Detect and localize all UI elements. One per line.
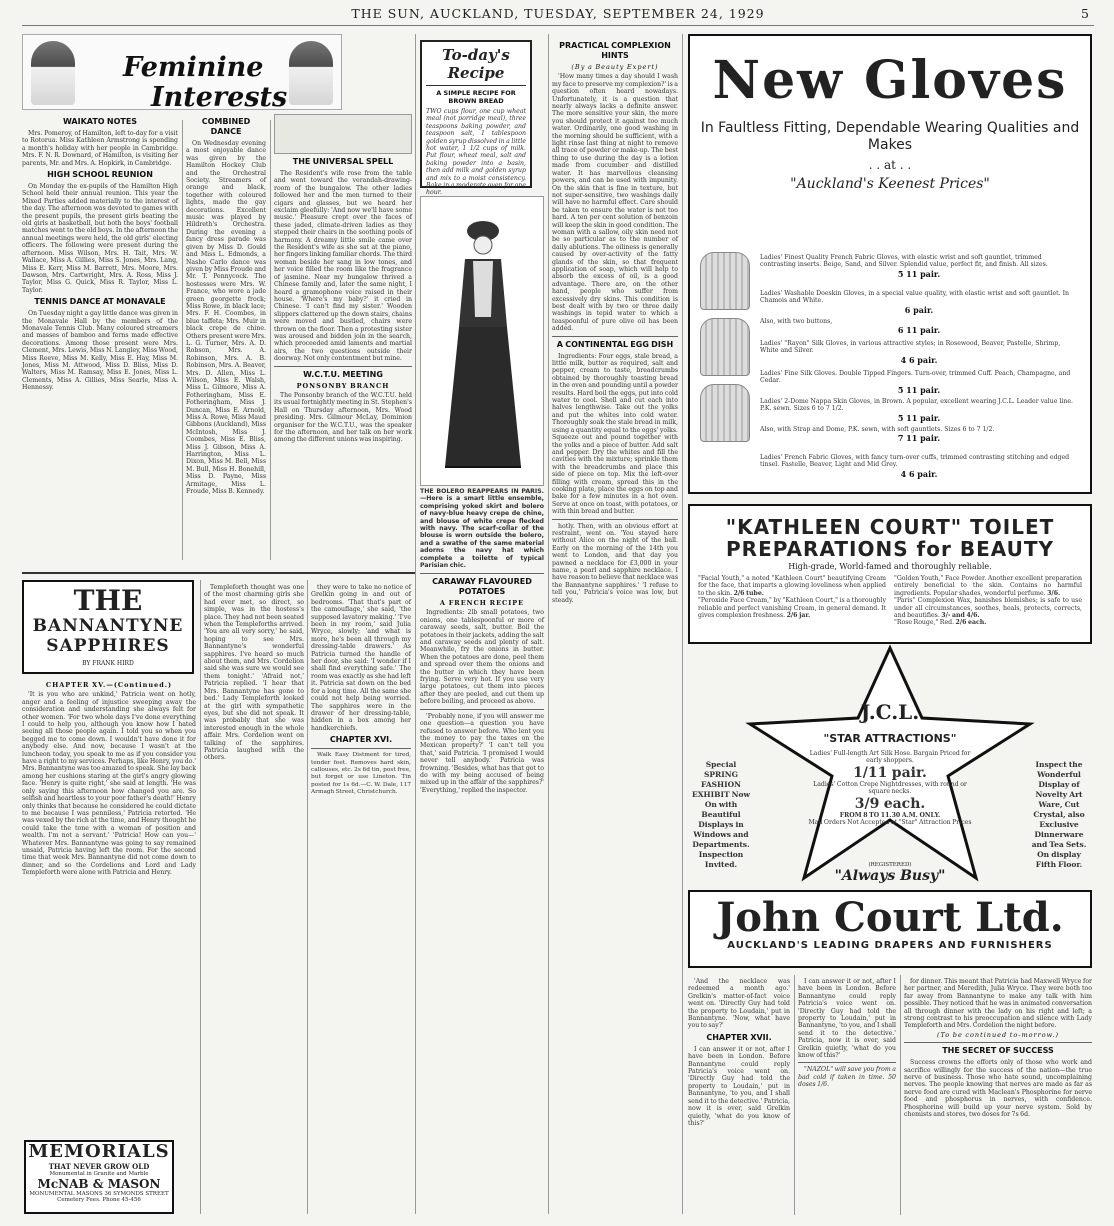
tennis-text: On Tuesday night a gay little dance was given in the Monavale Hall by the members of the Monavale Tennis Club. Many coloured streamers and masses of bamboo and ferns made effective decorations. Among those present were Mrs. Clement, Mrs. Lewis, Miss N. Langley, Miss Wood, Miss Reeve, Miss M. Kelly, Miss E. Hay, Miss M. Jones, Miss M. Attwood, Miss D. Bliss, Miss D. Walters, Miss M. Ramsay, Miss E. Jones, Miss L. Clements, Miss A. Gillies, Miss Searle, Miss A. Hennessy.	[22, 310, 178, 392]
title-word-2: Interests	[151, 82, 288, 113]
fashion-caption: THE BOLERO REAPPEARS IN PARIS.—Here is a smart little ensemble, comprising yoked skirt and bolero of navy-blue heavy crepe de chine, and blouse of white crepe flecked with navy. The scarf-collar of the blouse is worn outside the bolero, and a swathe of the same material adorns the navy hat which complete a toilette of typical Parisian chic.	[420, 488, 544, 570]
kathleen-item-name: "Peroxide Face Cream," by "Kathleen Court," is a thoroughly reliable and perfect vanishing Cream, in general demand. It gives complexion freshness.	[698, 597, 886, 620]
combined-heading: COMBINED DANCE	[201, 117, 251, 136]
divider	[420, 573, 544, 574]
column-rule	[548, 34, 549, 1214]
caraway-text: Ingredients: 2lb small potatoes, two onions, one tablespoonful or more of caraway seeds, salt, butter. Boil the potatoes in their jackets, adding the salt and caraway seeds and plenty of salt. Meanwhile, fry the onions in butter. When the potatoes are done, peel them and spread over them the onions and the butter in which they have been frying. Serve very hot. If you use very large potatoes, cut them into pieces after they are peeled, and cut them up before boiling, and proceed as above.	[420, 609, 544, 706]
recipe-box	[420, 40, 532, 197]
kathleen-item-price: 3/- and 4/6.	[941, 612, 980, 620]
chapter-15-heading: CHAPTER XV.—(Continued.)	[45, 681, 173, 689]
feminine-interests-title	[123, 53, 287, 113]
kathleen-item-price: 2/6 jar.	[786, 612, 811, 620]
page-header	[22, 6, 1094, 26]
chapter-16-heading: CHAPTER XVI.	[329, 735, 393, 745]
spell-text: The Resident's wife rose from the table and went toward the verandah-drawing-room of the bungalow. The other ladies followed her and the men turned to their cigars and glasses, but we heard her exclaim gleefully: 'And now we'll have some music.' Pleasure crept over the faces of these jaded, climate-driven ladies as they stepped their chairs in the soothing pools of harmony. A dreamy little smile came over the Resident's wife as she sat at the piano, her fingers linking familiar chords. The third woman beside her sang in low tones, and her voice filled the room like the fragrance of jasmine. Near my bungalow thrived a Chinese family and, later the same night, I heard a gramophone voice raised in their house. 'Where's my baby?' it cried in Chinese. 'I can't find my sister.' Wooden slippers clattered up the down stairs, chains were moved and bustled, chairs were thrown on the floor. Then a protesting sister was aroused and bidden join in the search, which proceeded amid laments and martial airs, the two questions outside their doorway. Not only contentment but mine.	[274, 170, 412, 363]
divider	[552, 336, 678, 337]
glove-icon	[700, 252, 750, 310]
chapter-17-heading: CHAPTER XVII.	[706, 1032, 772, 1042]
glove-item-price: 4 6 pair.	[900, 468, 938, 479]
registered-mark: (REGISTERED)	[868, 862, 912, 868]
glove-item-desc: Ladies' French Fabric Gloves, with fancy turn-over cuffs, trimmed contrasting stitching and edged tinsel. Fastelle, Beaver, Light and Mid Grey.	[760, 454, 1070, 469]
glove-item	[760, 454, 1078, 479]
glove-item-desc: Ladies' 2-Dome Nappa Skin Gloves, in Brown. A popular, excellent wearing J.C.L. Leader value line. P.K. sewn. Sizes 6 to 7 1/2.	[760, 398, 1073, 413]
kathleen-title-2: PREPARATIONS for BEAUTY	[726, 537, 1054, 561]
divider	[311, 748, 411, 749]
glove-item	[760, 370, 1078, 395]
glove-item-desc: Ladies' Fine Silk Gloves. Double Tipped Fingers. Turn-over, trimmed Cuff. Peach, Champagne, and Cedar.	[760, 370, 1071, 385]
story-column-5: hotly. Then, with an obvious effort at restraint, went on. 'You stayed here without Alice on the night of the ball. Early on the morning of the 14th you went to London, and that day you pawned a necklace for £3,000 in your name, a pearl and sapphire necklace. I have reason to believe that necklace was the Bannantyne sapphires.' 'I refuse to tell you,' Patricia's voice was low, but steady.	[552, 522, 678, 604]
column-rule	[794, 975, 795, 1215]
kathleen-item-name: "Facial Youth," a noted "Kathleen Court" beautifying Cream for the face, that imparts a glowing loveliness when applied to the skin.	[698, 575, 886, 597]
kathleen-item-name: "Golden Youth," Face Powder. Another excellent preparation entirely beneficial to the skin. Contains no harmful ingredients. Popular shades, wonderful perfume.	[894, 575, 1082, 597]
glove-item	[760, 398, 1078, 423]
divider	[274, 366, 412, 367]
kathleen-item	[894, 597, 1082, 619]
complexion-text: 'How many times a day should I wash my face to preserve my complexion?' is a question often heard nowadays. Unfortunately, it is a question that nearly always lacks a definite answer. The more sensitive your skin, the more you should protect it against too much water. Ordinarily, one good washing in the morning should be sufficient, with a light rinse last thing at night to remove all trace of powder or make-up. The best thing to use during the day is a lotion made from cucumber and distilled water. It has marvellous cleansing powers, and can be used with impunity. On the skin that is fine in texture, but not super-sensitive, two washings daily will have no harmful effect. Care should be taken to ensure the water is not too hard. A ten per cent solution of benzoin will keep the skin in good condition. The woman with a sallow, oily skin need not be so particular as to the number of daily ablutions. The oiliness is generally caused by over-activity of the fatty glands of the skin, so that frequent application of soap, which will help to absorb the excess of oil, is a good advantage. There are, on the other hand, people who suffer from excessively dry skins. This condition is best dealt with by two or three daily washings in tepid water to which a teaspoonful of pure olive oil has been added.	[552, 73, 678, 333]
star-price-2: 3/9 each.	[854, 795, 926, 812]
story-text-8: for dinner. This meant that Patricia had Maxwell Wryce for her partner, and Meredith, Julia Wryce. They were both too far away from Bannantyne to make any talk with him possible. They noticed that he was in animated conversation all through dinner with the lady on his right and left; a strong contrast to his preoccupation and silence with Lady Templeforth and Mrs. Cordelion the night before.	[904, 978, 1092, 1030]
glove-icon	[700, 318, 750, 376]
glove-item-price: 6 pair.	[904, 304, 934, 315]
memorials-address: MONUMENTAL MASONS 36 SYMONDS STREET	[29, 1191, 169, 1197]
nazol-ad: "NAZOL" will save you from a bad cold if taken in time. 50 doses 1/6.	[798, 1066, 896, 1089]
divider	[552, 519, 678, 520]
banner-bannantyne: BANNANTYNE	[32, 616, 184, 636]
bannantyne-sapphires-banner	[22, 580, 194, 674]
banner-sapphires: SAPPHIRES	[46, 636, 170, 656]
memorials-firm: McNAB & MASON	[37, 1177, 161, 1191]
glove-item-price: 4 6 pair.	[900, 354, 938, 365]
wctu-heading: W.C.T.U. MEETING	[303, 369, 383, 379]
egg-text: Ingredients: Four eggs, stale bread, a little milk, butter as required, salt and pepper, cream to taste, breadcrumbs obtained by thoroughly toasting bread in the oven and pounding until a powder results. Hard boil the eggs, put into cold water to cool. Shell and cut each into halves lengthwise. Take out the yolks and put the whites into cold water. Thoroughly soak the stale bread in milk, using a quantity equal to the eggs' yolks. Squeeze out and pound together with the yolks and a piece of butter. Add salt and pepper. Dry the whites and fill the cavities with the mixture; sprinkle them with the breadcrumbs and place this side of piece on top. Mix the left-over filling with cream, spread this in the cooking plate, place the eggs on top and bake for a few minutes in a hot oven. Serve at once on toast, with potatoes, or with thin bread and butter.	[552, 352, 678, 516]
recipe-title: To-day's Recipe	[426, 46, 526, 86]
bolero-fashion-illustration	[420, 196, 544, 486]
star-hours: FROM 8 TO 11.30 A.M. ONLY.	[839, 811, 941, 819]
column-rule	[682, 34, 683, 1214]
story-text-6b: I can answer it or not, after I have been in London. Before Bannantyne could reply Patricia's voice went on. 'Directly Guy had told the property to Loudain,' put in Bannantyne, 'to you, and I shall send it to the detective.' Patricia, now it is over, said Grelkin quietly, 'what do you know of this?'	[688, 1045, 790, 1127]
glove-item	[760, 290, 1078, 315]
banner-the: THE	[73, 584, 143, 617]
tennis-heading: TENNIS DANCE AT MONAVALE	[34, 297, 166, 307]
glove-item-desc: Ladies' Finest Quality French Fabric Gloves, with elastic wrist and soft gauntlet, trimmed contrasting inserts. Beige, Sand, and Silver. Splendid value, perfect fit, and finish. All sizes.	[760, 254, 1048, 269]
story-text-6: 'And the necklace was redeemed a month ago.' Grelkin's matter-of-fact voice went on. 'Directly Guy had told the property to Loudain,' put in Bannantyne. 'Now, what have you to say?'	[688, 978, 790, 1030]
kathleen-item	[698, 597, 886, 619]
secret-heading: THE SECRET OF SUCCESS	[942, 1046, 1054, 1056]
glove-item-price: 5 11 pair.	[897, 412, 941, 423]
story-column-1	[22, 680, 196, 1136]
recipe-text: TWO cups flour, one cup wheat meal (not porridge meal), three teaspoons baking powder, and teaspoon salt, 1 tablespoon golden syrup dissolved in a little hot water, 1 1/2 cups of milk. Put flour, wheat meal, salt and baking powder into a basin, then add milk and golden syrup and mix to a moist consistency. Bake in a moderate oven for one hour.	[426, 108, 526, 197]
glove-item-desc: Also, with two buttons,	[760, 318, 833, 325]
column-rule	[900, 975, 901, 1215]
gloves-lead: In Faultless Fitting, Dependable Wearing Qualities and Makes	[700, 120, 1080, 153]
memorials-tagline: THAT NEVER GROW OLD	[48, 1162, 150, 1171]
column-rule	[200, 580, 201, 1214]
glove-item-price: 5 11 pair.	[897, 268, 941, 279]
column-c	[274, 114, 412, 570]
john-court-tagline: AUCKLAND'S LEADING DRAPERS AND FURNISHERS	[727, 940, 1053, 951]
divider	[798, 1062, 896, 1063]
kathleen-item-price: 3/6.	[1047, 589, 1061, 597]
story-column-8	[904, 978, 1092, 1214]
memorials-title: MEMORIALS	[28, 1141, 170, 1162]
spell-illustration	[274, 114, 412, 154]
memorials-sub: Monumental in Granite and Marble	[49, 1171, 149, 1177]
glove-icon	[700, 384, 750, 442]
glove-item-desc: Ladies' Washable Doeskin Gloves, in a special value quality, with elastic wrist and soft gauntlet. In Chamois and White.	[760, 290, 1070, 305]
kathleen-item	[698, 575, 886, 597]
wctu-subheading: PONSONBY BRANCH	[296, 381, 390, 390]
waikato-text: Mrs. Pomeroy, of Hamilton, left to-day for a visit to Rotorua. Miss Kathleen Armstrong is spending a month's holiday with her people in Cambridge. Mrs. F. N. R. Downard, of Hamilton, is visiting her parents, Mr. and Mrs. A. Hopkirk, in Cambridge.	[22, 130, 178, 167]
star-price-1: 1/11 pair.	[853, 764, 927, 781]
continued-note: (To be continued to-morrow.)	[936, 1030, 1060, 1039]
new-gloves-title: New Gloves	[712, 50, 1068, 111]
column-rule	[307, 580, 308, 1214]
star-mail: Mail Orders Not Accepted at "Star" Attraction Prices	[808, 819, 972, 827]
story-text-2: Templeforth thought was one of the most charming girls she had ever met, so direct, so simple, was in the hostess's place. They had not been seated when the Templeforths arrived. 'You are all very sorry,' he said, hoping to see Mrs. Bannantyne's wonderful sapphires. I've heard so much about them, and Mrs. Cordelion said she was sure we would see them tonight.' 'Afraid not,' Patricia replied. 'I hear that Mrs. Bannantyne has gone to bed.' Lady Templeforth looked at the girl with sympathetic eyes, but she did not speak. It was probably that she was interested enough in the whole affair. Mrs. Cordelion went on talking of the sapphires. Patricia laughed with the others.	[204, 584, 304, 762]
glove-item-price: 7 11 pair.	[897, 433, 941, 444]
combined-text: On Wednesday evening a most enjoyable dance was given by the Hamilton Hockey Club and the Orchestral Society. Streamers of orange and black, together with coloured lights, made the gay decorations. Excellent music was played by Hildreth's Orchestra. During the evening a fancy dress parade was given by Miss D. Gould and Miss L. Edmonds, a Nasho Carlo dance was given by Miss Froude and Mr. T. Pennycock. The hostesses were Mrs. W. France, who wore a jade green georgette frock; Miss Rowe, in black lace; Mrs. F. H. Coombes, in blue taffeta; Mrs. Muir in black crepe de chine. Others present were Mrs. L. G. Turner, Mrs. A. D. Robson, Mrs. A. Robinson, Mrs. A. B. Robinson, Mrs. A. Beaver, Mrs. D. Allen, Miss L. Wilson, Miss E. Walsh, Miss L. Gilmore, Miss A. Fotheringham, Miss E. Fotheringham, Miss J. Duncan, Miss E. Arnold, Miss A. Rowe, Miss Maud Gibbons (Auckland), Miss McIntosh, Miss J. Coombes, Miss E. Bliss, Miss J. Gibson, Miss A. Harrington, Miss L. Dixon, Miss M. Bell, Miss M. Bull, Miss H. Bonehill, Miss D. Payne, Miss Armitage, Miss L. Froude, Miss B. Kennedy.	[186, 140, 266, 496]
john-court-advert	[688, 890, 1092, 968]
recipe-heading: A SIMPLE RECIPE FOR BROWN BREAD	[436, 89, 516, 105]
story-column-2	[204, 584, 304, 1214]
kathleen-item	[894, 619, 1082, 626]
glove-item-desc: Also, with Strap and Dome, P.K. sewn, with soft gauntlets. Sizes 6 to 7 1/2.	[760, 426, 995, 433]
john-court-name: John Court Ltd.	[716, 894, 1064, 941]
page-number: 5	[1081, 6, 1090, 21]
egg-heading: A CONTINENTAL EGG DISH	[556, 339, 674, 349]
column-d	[420, 570, 544, 1210]
star-line-2: Ladies' Cotton Crepe Nightdresses, with round or square necks.	[813, 780, 967, 796]
story-text-1: 'It is you who are unkind,' Patricia went on hotly, anger and a feeling of injustice sweeping away the consideration and understanding she always felt for other women. 'For two whole days I've done everything I could to help you, although you know how I hated seeing all those people again. I told you so when you begged me to come down. I wouldn't have done it for anybody else. And now, because I wasn't at the luncheon today, you speak to me as if you consider you have a right to my services. Perhaps, like Henry, you do.' Mrs. Bannantyne was too amazed to speak. She lay back among her cushions staring at the girl's angry glowing face. 'Henry is quite right,' she said at length. 'He was only saying this afternoon how changed you are. So selfish and heartless to your poor father's death!' Henry only thinks that because he considered he could dictate to me because I was penniless,' Patricia retorted. 'He was vexed by the rich at the time, and Henry thought he could take the tone with a woman of position and wealth. I'm not a servant.' 'Patricia! How can you—' Whatever Mrs. Bannantyne was going to say remained unsaid, Patricia having left the room. For the second time that week Mrs. Bannantyne did not come down to dinner, and so the Cordelions and Lord and Lady Templeforth were alone with Patricia and Henry.	[22, 691, 196, 877]
column-a	[22, 114, 178, 570]
kathleen-col-right	[894, 575, 1082, 627]
kathleen-items	[690, 573, 1090, 629]
kathleen-subtitle: High-grade, World-famed and thoroughly reliable.	[788, 562, 992, 571]
lady-illustration-left	[31, 41, 75, 105]
story-text-7: I can answer it or not, after I have been in London. Before Bannantyne could reply Patricia's voice went on. 'Directly Guy had told the property to Loudain,' put in Bannantyne, 'to you, and I shall send it to the detective.' Patricia, now it is over, said Grelkin quietly, 'what do you know of this?'	[798, 978, 896, 1060]
school-heading: HIGH SCHOOL REUNION	[47, 170, 153, 180]
column-rule	[270, 120, 271, 560]
glove-item	[760, 254, 1078, 279]
lady-illustration-right	[289, 41, 333, 105]
kathleen-title-1: "KATHLEEN COURT" TOILET	[725, 515, 1055, 539]
caraway-subheading: A FRENCH RECIPE	[439, 599, 525, 607]
waikato-heading: WAIKATO NOTES	[62, 117, 138, 126]
glove-item	[760, 340, 1078, 365]
banner-author: BY FRANK HIRD	[82, 660, 134, 667]
secret-text: Success crowns the efforts only of those who work and sacrifice willingly for the success of the nation—the true nerve of business. Those who hate sound, uncomplaining nerves. The people knowing that nerves are made as far as nerve food are cured with Maclean's Phosphorine for nerve food and phosphorus in nerves, with confidence. Phosphorine will build up your nerve system. Sold by chemists and stores, two doses for 7s 6d.	[904, 1059, 1092, 1119]
glove-item-desc: Ladies' "Rayon" Silk Gloves, in various attractive styles; in Rosewood, Beaver, Pastelle, Shrimp, White and Silver.	[760, 340, 1061, 355]
star-line-1: Ladies' Full-length Art Silk Hose. Bargain Priced for early shoppers.	[809, 750, 971, 765]
kathleen-court-advert	[688, 504, 1092, 644]
masthead-line: THE SUN, AUCKLAND, TUESDAY, SEPTEMBER 24, 1929	[351, 6, 765, 21]
jcl-mark: J.C.L.	[860, 700, 920, 724]
glove-item-price: 5 11 pair.	[897, 384, 941, 395]
star-items	[808, 750, 972, 860]
divider	[420, 709, 544, 710]
feminine-interests-banner	[22, 34, 342, 113]
divider	[904, 1042, 1092, 1043]
complexion-heading: PRACTICAL COMPLEXION HINTS	[559, 41, 671, 60]
kathleen-item	[894, 575, 1082, 597]
story-column-4: 'Probably none, if you will answer me one question—a question you have refused to answer before. Who lent you the money to pay the taxes on the Mexican property?' 'I can't tell you that,' said Patricia. 'I promised I would never tell anybody.' Patricia was frowning. 'Besides, what has that got to do with my being accused of being mixed up in the affair of the sapphires?' 'Everything,' replied the inspector.	[420, 712, 544, 794]
story-column-7	[798, 978, 896, 1214]
always-busy: "Always Busy"	[834, 868, 946, 884]
star-title: "STAR ATTRACTIONS"	[823, 732, 957, 745]
column-e	[552, 38, 678, 1214]
column-b	[186, 114, 266, 570]
gloves-keenest: "Auckland's Keenest Prices"	[790, 176, 990, 192]
glove-item	[760, 318, 1078, 335]
story-text-3: they were to take no notice of Grelkin going in and out of bedrooms. 'That that's part of the camouflage,' she said, 'the supposed lavatory making.' 'I've been in my room,' said Julia Wryce, slowly; 'and what is more, he's been all through my dressing-table drawers.' As Patricia turned the handle of her door, she said: 'I wonder if I shall find everything safe.' The room was exactly as she had left it. Patricia sat down on the bed for a long time. All the same she could not help being worried. The sapphires were in the drawer of her dressing-table, hidden in a box among her handkerchiefs.	[311, 584, 411, 732]
story-column-6	[688, 978, 790, 1214]
spring-exhibit-text: Special SPRING FASHION EXHIBIT Now On with Beautiful Displays in Windows and Departments. Inspection Invited.	[692, 760, 750, 869]
walk-easy-ad: Walk Easy Distment for tired, tender feet. Removes hard skin, callouses, etc. 2s 6d tin, post free, but forget or use Lineton. Tin posted for 1s 6d.—C. W. Dale, 117 Armagh Street, Christchurch.	[311, 752, 411, 796]
school-text: On Monday the ex-pupils of the Hamilton High School held their annual reunion. This year the Mixed Parties added materially to the interest of the day. The afternoon was devoted to games with the present pupils, the present girls beating the old girls at basketball, but both the boys' football matches went to the old boys. In the afternoon the annual meetings were held, the old girls' electing officers. The following were present during the afternoon. Miss Wilson, Mrs. H. Tait, Mrs. W. Wallace, Miss A. Gillies, Miss S. Jones, Mrs. Lang, Miss E. Kerr, Miss M. Barrett, Mrs. Moore, Mrs. Dawson, Mrs. Cartwright, Mrs. A. Ross, Miss J. Taylor, Miss G. Quick, Miss R. Taylor, Miss L. Taylor.	[22, 183, 178, 294]
kathleen-item-name: "Paris" Complexion Wax, banishes blemishes; is safe to use under all circumstances, soothes, heals, protects, corrects, and beautifies.	[894, 597, 1082, 620]
glove-item-price: 6 11 pair.	[897, 325, 941, 336]
kathleen-item-price: 2/6 each.	[955, 619, 987, 627]
memorials-advert	[24, 1140, 174, 1214]
column-rule	[182, 120, 183, 560]
kathleen-col-left	[698, 575, 886, 627]
title-word-1: Feminine	[123, 52, 264, 83]
kathleen-item-name: "Rose Rouge," Red.	[894, 619, 955, 627]
section-divider	[22, 572, 415, 574]
complexion-byline: (By a Beauty Expert)	[571, 63, 659, 71]
wctu-text: The Ponsonby branch of the W.C.T.U. held its usual fortnightly meeting in St. Stephen's Hall on Thursday afternoon, Mrs. Wood presiding. Mrs. Gilmour McLay, Dominion organiser for the W.C.T.U., was the speaker for the afternoon, and her talk on her work among the different unions was inspiring.	[274, 391, 412, 444]
memorials-phone: Cemetery Fees. Phone 45-456	[57, 1197, 141, 1203]
caraway-heading: CARAWAY FLAVOURED POTATOES	[432, 577, 532, 596]
gloves-at: . . at . .	[868, 158, 912, 172]
kathleen-item-price: 2/6 tube.	[733, 589, 764, 597]
display-text: Inspect the Wonderful Display of Novelty Art Ware, Cut Crystal, also Exclusive Dinnerware and Tea Sets. On display Fifth Floor.	[1031, 760, 1087, 869]
story-column-3	[311, 584, 411, 1214]
spell-heading: THE UNIVERSAL SPELL	[292, 157, 394, 166]
fashion-figure-icon	[421, 197, 545, 487]
glove-item	[760, 426, 1078, 443]
column-rule	[415, 34, 416, 1214]
